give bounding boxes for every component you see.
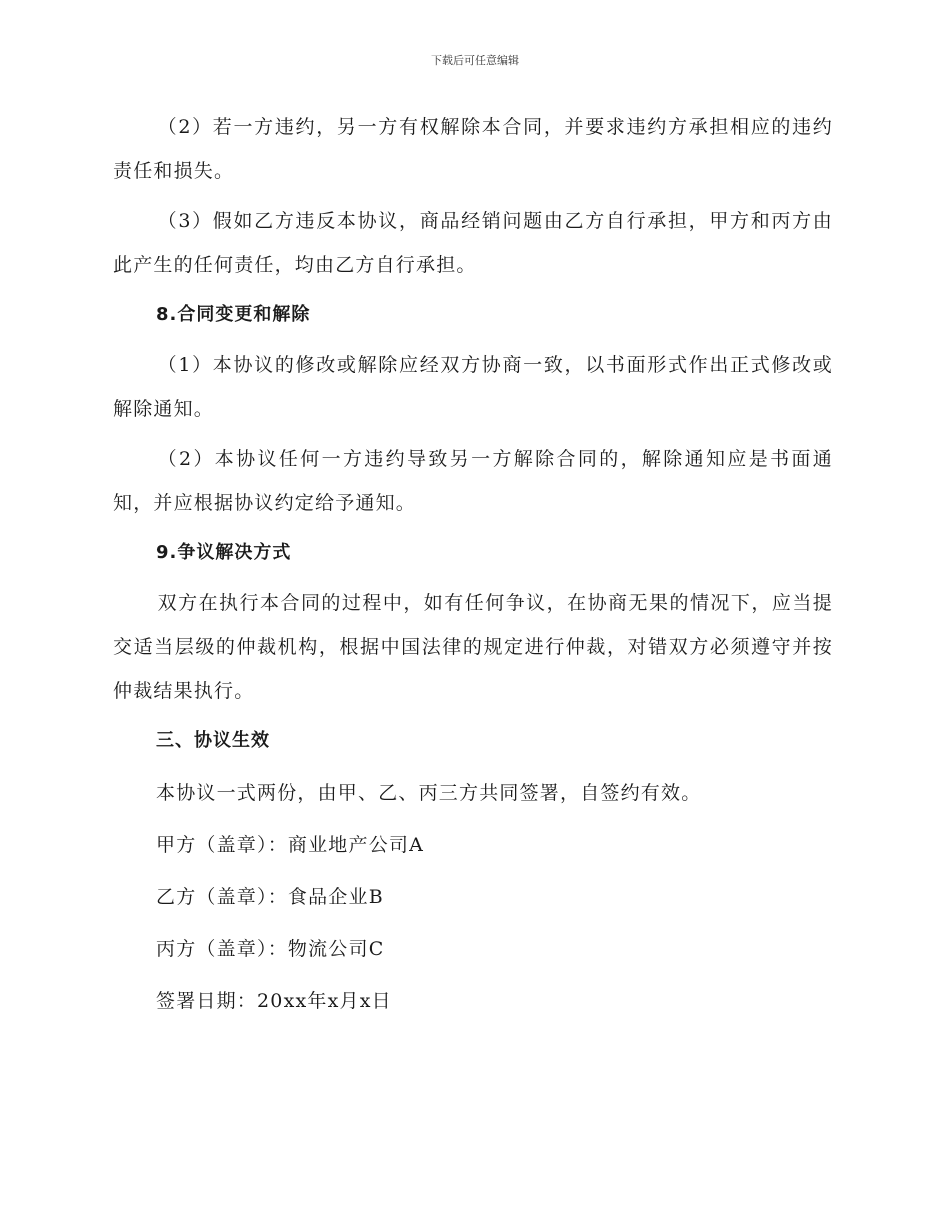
signature-party-c: 丙方（盖章）：物流公司C [156,938,385,960]
section-heading-effect: 三、协议生效 [156,730,270,751]
clause-7-3: （3）假如乙方违反本协议，商品经销问题由乙方自行承担，甲方和丙方由此产生的任何责任，均由乙方自行承担。 [113,210,833,276]
clause-7-2: （2）若一方违约，另一方有权解除本合同，并要求违约方承担相应的违约责任和损失。 [113,116,833,182]
section-heading-8: 8.合同变更和解除 [156,304,311,325]
document-body [113,105,833,1023]
page-header: 下载后可任意编辑 [431,54,519,67]
signature-party-a: 甲方（盖章）：商业地产公司A [156,834,425,856]
clause-9: 双方在执行本合同的过程中，如有任何争议，在协商无果的情况下，应当提交适当层级的仲裁机构，根据中国法律的规定进行仲裁，对错双方必须遵守并按仲裁结果执行。 [113,592,833,702]
signature-party-b: 乙方（盖章）：食品企业B [156,886,384,908]
clause-8-1: （1）本协议的修改或解除应经双方协商一致，以书面形式作出正式修改或解除通知。 [113,354,833,420]
signing-date: 签署日期：20xx年x月x日 [156,990,392,1012]
effect-statement: 本协议一式两份，由甲、乙、丙三方共同签署，自签约有效。 [156,782,702,804]
section-heading-9: 9.争议解决方式 [156,542,292,563]
clause-8-2: （2）本协议任何一方违约导致另一方解除合同的，解除通知应是书面通知，并应根据协议约定给予通知。 [113,448,833,514]
